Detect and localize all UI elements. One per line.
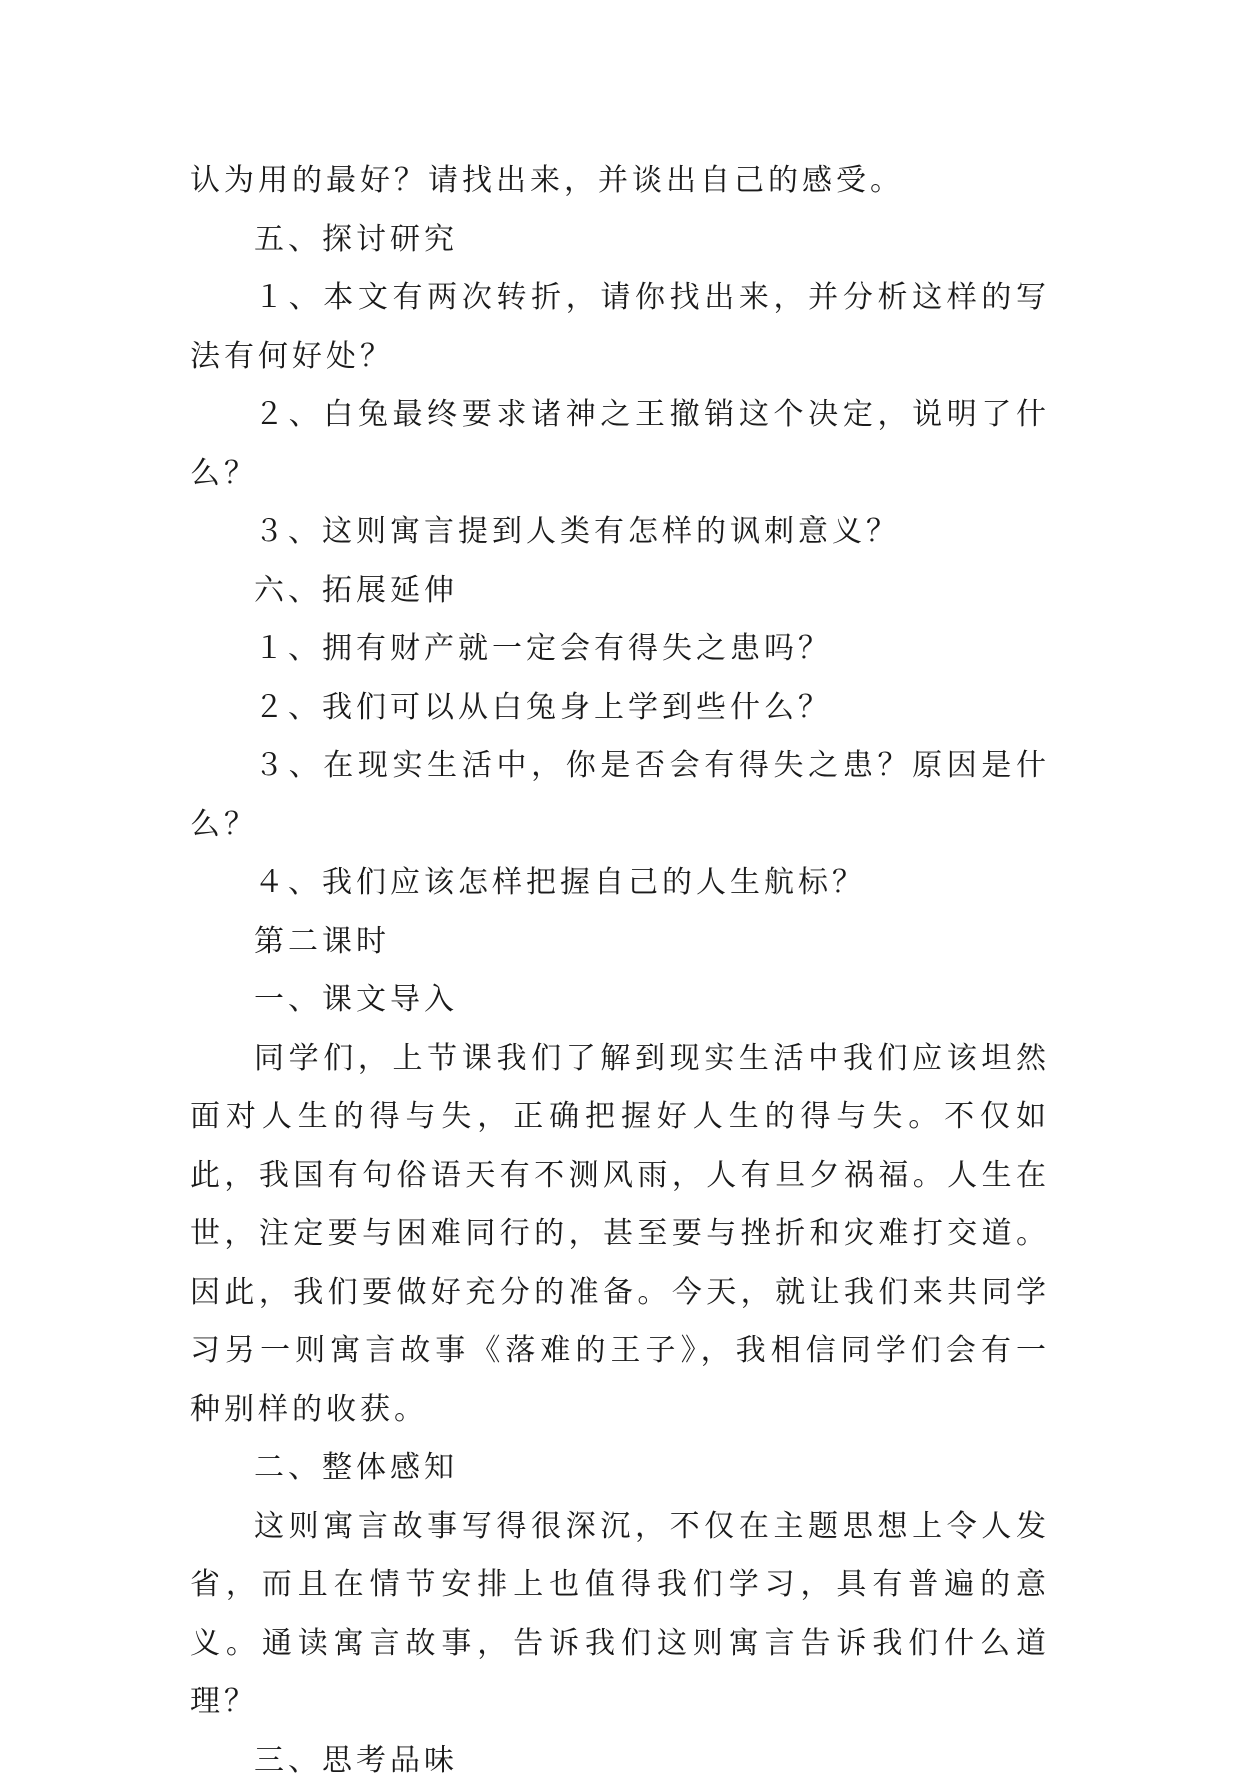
question-item: ３、在现实生活中，你是否会有得失之患？原因是什么？: [190, 737, 1050, 854]
question-item: １、拥有财产就一定会有得失之患吗？: [190, 620, 1050, 679]
lesson-heading: 第二课时: [190, 913, 1050, 972]
section-heading: 一、课文导入: [190, 971, 1050, 1030]
paragraph: 这则寓言故事写得很深沉，不仅在主题思想上令人发省，而且在情节安排上也值得我们学习，具有普遍的意义。通读寓言故事，告诉我们这则寓言告诉我们什么道理？: [190, 1498, 1050, 1732]
question-item: ２、白兔最终要求诸神之王撤销这个决定，说明了什么？: [190, 386, 1050, 503]
section-heading: 三、思考品味: [190, 1732, 1050, 1790]
question-item: ４、我们应该怎样把握自己的人生航标？: [190, 854, 1050, 913]
question-item: １、本文有两次转折，请你找出来，并分析这样的写法有何好处？: [190, 269, 1050, 386]
section-heading: 六、拓展延伸: [190, 562, 1050, 621]
section-heading: 五、探讨研究: [190, 211, 1050, 270]
question-item: ２、我们可以从白兔身上学到些什么？: [190, 679, 1050, 738]
paragraph: 同学们，上节课我们了解到现实生活中我们应该坦然面对人生的得与失，正确把握好人生的得与失。不仅如此，我国有句俗语天有不测风雨，人有旦夕祸福。人生在世，注定要与困难同行的，甚至要与挫折和灾难打交道。因此，我们要做好充分的准备。今天，就让我们来共同学习另一则寓言故事《落难的王子》，我相信同学们会有一种别样的收获。: [190, 1030, 1050, 1440]
document-body: [190, 152, 1050, 1790]
paragraph: 认为用的最好？请找出来，并谈出自己的感受。: [190, 152, 1050, 211]
section-heading: 二、整体感知: [190, 1439, 1050, 1498]
question-item: ３、这则寓言提到人类有怎样的讽刺意义？: [190, 503, 1050, 562]
